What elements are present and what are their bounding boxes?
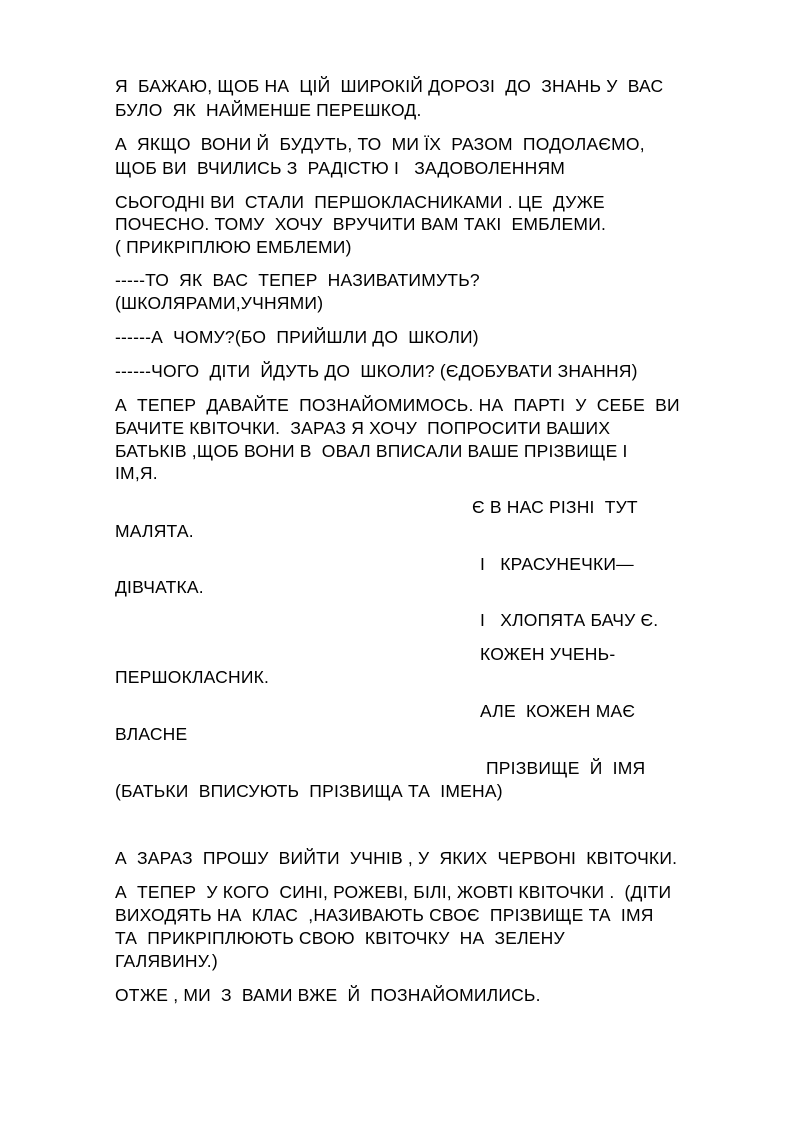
text-line: А ТЕПЕР У КОГО СИНІ, РОЖЕВІ, БІЛІ, ЖОВТІ КВІТОЧКИ . (ДІТИ <box>115 882 672 902</box>
poem-line: ДІВЧАТКА. <box>115 577 204 597</box>
text-line: БАЧИТЕ КВІТОЧКИ. ЗАРАЗ Я ХОЧУ ПОПРОСИТИ ВАШИХ <box>115 418 611 438</box>
text-line: ЩОБ ВИ ВЧИЛИСЬ З РАДІСТЮ І ЗАДОВОЛЕННЯМ <box>115 158 566 178</box>
poem-line: КОЖЕН УЧЕНЬ- <box>480 644 616 664</box>
text-line: Я БАЖАЮ, ЩОБ НА ЦІЙ ШИРОКІЙ ДОРОЗІ ДО ЗНАНЬ У ВАС <box>115 76 664 96</box>
text-line: А ЯКЩО ВОНИ Й БУДУТЬ, ТО МИ ЇХ РАЗОМ ПОДОЛАЄМО, <box>115 134 645 154</box>
poem-line: ПРІЗВИЩЕ Й ІМЯ <box>486 758 646 778</box>
poem-line: І КРАСУНЕЧКИ— <box>480 554 634 574</box>
text-line: -----ТО ЯК ВАС ТЕПЕР НАЗИВАТИМУТЬ? <box>115 270 480 290</box>
text-line: ІМ,Я. <box>115 463 158 483</box>
poem-line: ВЛАСНЕ <box>115 724 188 744</box>
poem-line: ПЕРШОКЛАСНИК. <box>115 667 270 687</box>
text-line: ПОЧЕСНО. ТОМУ ХОЧУ ВРУЧИТИ ВАМ ТАКІ ЕМБЛЕМИ. <box>115 214 607 234</box>
text-line: (ШКОЛЯРАМИ,УЧНЯМИ) <box>115 293 324 313</box>
text-line: ------А ЧОМУ?(БО ПРИЙШЛИ ДО ШКОЛИ) <box>115 327 479 347</box>
poem-line: АЛЕ КОЖЕН МАЄ <box>480 701 636 721</box>
poem-line: Є В НАС РІЗНІ ТУТ <box>472 497 638 517</box>
text-line: ТА ПРИКРІПЛЮЮТЬ СВОЮ КВІТОЧКУ НА ЗЕЛЕНУ <box>115 928 565 948</box>
poem-line: МАЛЯТА. <box>115 521 194 541</box>
text-line: БАТЬКІВ ,ЩОБ ВОНИ В ОВАЛ ВПИСАЛИ ВАШЕ ПРІЗВИЩЕ І <box>115 441 628 461</box>
text-line: ------ЧОГО ДІТИ ЙДУТЬ ДО ШКОЛИ? (ЄДОБУВАТИ ЗНАННЯ) <box>115 361 638 381</box>
text-line: ГАЛЯВИНУ.) <box>115 951 218 971</box>
text-line: А ЗАРАЗ ПРОШУ ВИЙТИ УЧНІВ , У ЯКИХ ЧЕРВОНІ КВІТОЧКИ. <box>115 848 678 868</box>
poem-line: І ХЛОПЯТА БАЧУ Є. <box>480 610 659 630</box>
text-line: ОТЖЕ , МИ З ВАМИ ВЖЕ Й ПОЗНАЙОМИЛИСЬ. <box>115 985 541 1005</box>
text-line: БУЛО ЯК НАЙМЕНШЕ ПЕРЕШКОД. <box>115 100 422 120</box>
text-line: ( ПРИКРІПЛЮЮ ЕМБЛЕМИ) <box>115 237 352 257</box>
text-line: СЬОГОДНІ ВИ СТАЛИ ПЕРШОКЛАСНИКАМИ . ЦЕ ДУЖЕ <box>115 192 605 212</box>
text-line: ВИХОДЯТЬ НА КЛАС ,НАЗИВАЮТЬ СВОЄ ПРІЗВИЩЕ ТА ІМЯ <box>115 905 654 925</box>
text-line: (БАТЬКИ ВПИСУЮТЬ ПРІЗВИЩА ТА ІМЕНА) <box>115 781 503 801</box>
text-line: А ТЕПЕР ДАВАЙТЕ ПОЗНАЙОМИМОСЬ. НА ПАРТІ У СЕБЕ ВИ <box>115 395 680 415</box>
